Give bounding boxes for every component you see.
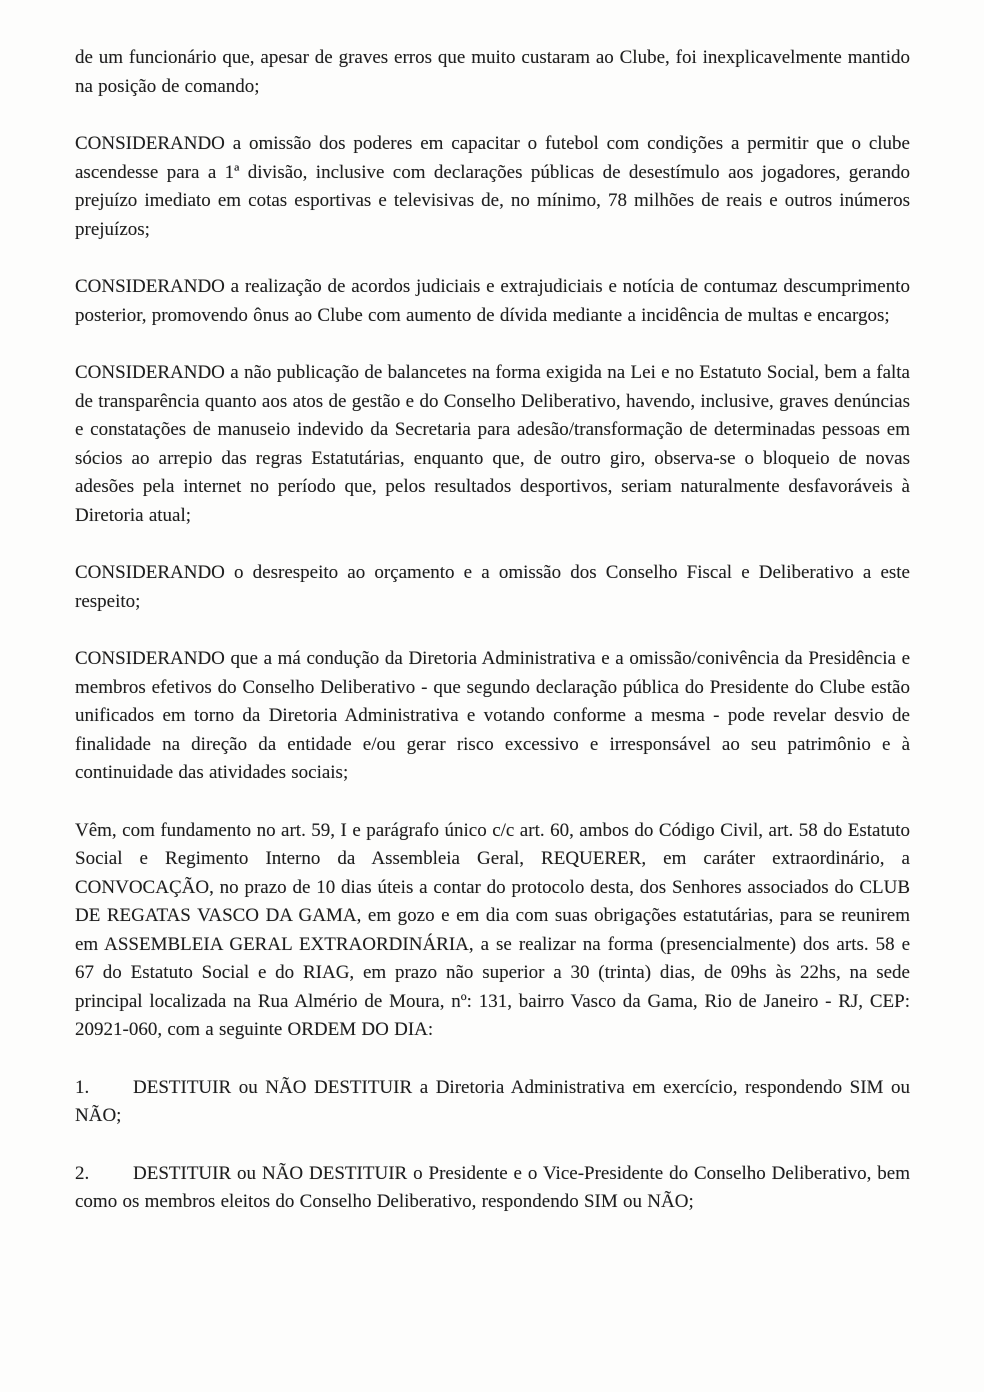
item-text: DESTITUIR ou NÃO DESTITUIR a Diretoria Administrativa em exercício, respondendo SIM ou NÃO; [75, 1076, 910, 1126]
item-text: DESTITUIR ou NÃO DESTITUIR o Presidente e o Vice-Presidente do Conselho Deliberativo, bem como os membros eleitos do Conselho Deliberativo, respondendo SIM ou NÃO; [75, 1162, 910, 1212]
paragraph-considerando-acordos-judiciais: CONSIDERANDO a realização de acordos judiciais e extrajudiciais e notícia de contumaz descumprimento posterior, promovendo ônus ao Clube com aumento de dívida mediante a incidência de multas e encargos; [75, 276, 910, 326]
paragraph-requerimento-convocacao: Vêm, com fundamento no art. 59, I e parágrafo único c/c art. 60, ambos do Código Civil, art. 58 do Estatuto Social e Regimento Interno da Assembleia Geral, REQUERER, em caráter extraordinário, a CONVOCAÇÃO, no prazo de 10 dias úteis a contar do protocolo desta, dos Senhores associados do CLUB DE REGATAS VASCO DA GAMA, em gozo e em dia com suas obrigações estatutárias, para se reunirem em ASSEMBLEIA GERAL EXTRAORDINÁRIA, a se realizar na forma (presencialmente) dos arts. 58 e 67 do Estatuto Social e do RIAG, em prazo não superior a 30 (trinta) dias, de 09hs às 22hs, na sede principal localizada na Rua Almério de Moura, nº: 131, bairro Vasco da Gama, Rio de Janeiro - RJ, CEP: 20921-060, com a seguinte ORDEM DO DIA: [75, 819, 910, 1040]
paragraph-considerando-ma-conducao: CONSIDERANDO que a má condução da Diretoria Administrativa e a omissão/conivência da Presidência e membros efetivos do Conselho Deliberativo - que segundo declaração pública do Presidente do Clube estão unificados em torno da Diretoria Administrativa e votando conforme a mesma - pode revelar desvio de finalidade na direção da entidade e/ou gerar risco excessivo e irresponsável ao seu patrimônio e à continuidade das atividades sociais; [75, 648, 910, 783]
document-page [75, 44, 910, 1246]
paragraph-considerando-orcamento: CONSIDERANDO o desrespeito ao orçamento e a omissão dos Conselho Fiscal e Deliberativo a este respeito; [75, 562, 910, 612]
paragraph-funcionario: de um funcionário que, apesar de graves erros que muito custaram ao Clube, foi inexplicavelmente mantido na posição de comando; [75, 47, 910, 97]
paragraph-considerando-balancetes: CONSIDERANDO a não publicação de balancetes na forma exigida na Lei e no Estatuto Social, bem a falta de transparência quanto aos atos de gestão e do Conselho Deliberativo, havendo, inclusive, graves denúncias e constatações de manuseio indevido da Secretaria para adesão/transformação de determinadas pessoas em sócios ao arrepio das regras Estatutárias, enquanto que, de outro giro, observa-se o bloqueio de novas adesões pela internet no período que, pelos resultados desportivos, seriam naturalmente desfavoráveis à Diretoria atual; [75, 362, 910, 526]
ordem-do-dia-item-2 [75, 1160, 910, 1217]
item-number: 2. [75, 1162, 90, 1184]
item-number: 1. [75, 1076, 90, 1098]
ordem-do-dia-item-1 [75, 1074, 910, 1131]
paragraph-considerando-omissao-poderes: CONSIDERANDO a omissão dos poderes em capacitar o futebol com condições a permitir que o clube ascendesse para a 1ª divisão, inclusive com declarações públicas de desestímulo aos jogadores, gerando prejuízo imediato em cotas esportivas e televisivas de, no mínimo, 78 milhões de reais e outros inúmeros prejuízos; [75, 133, 910, 240]
